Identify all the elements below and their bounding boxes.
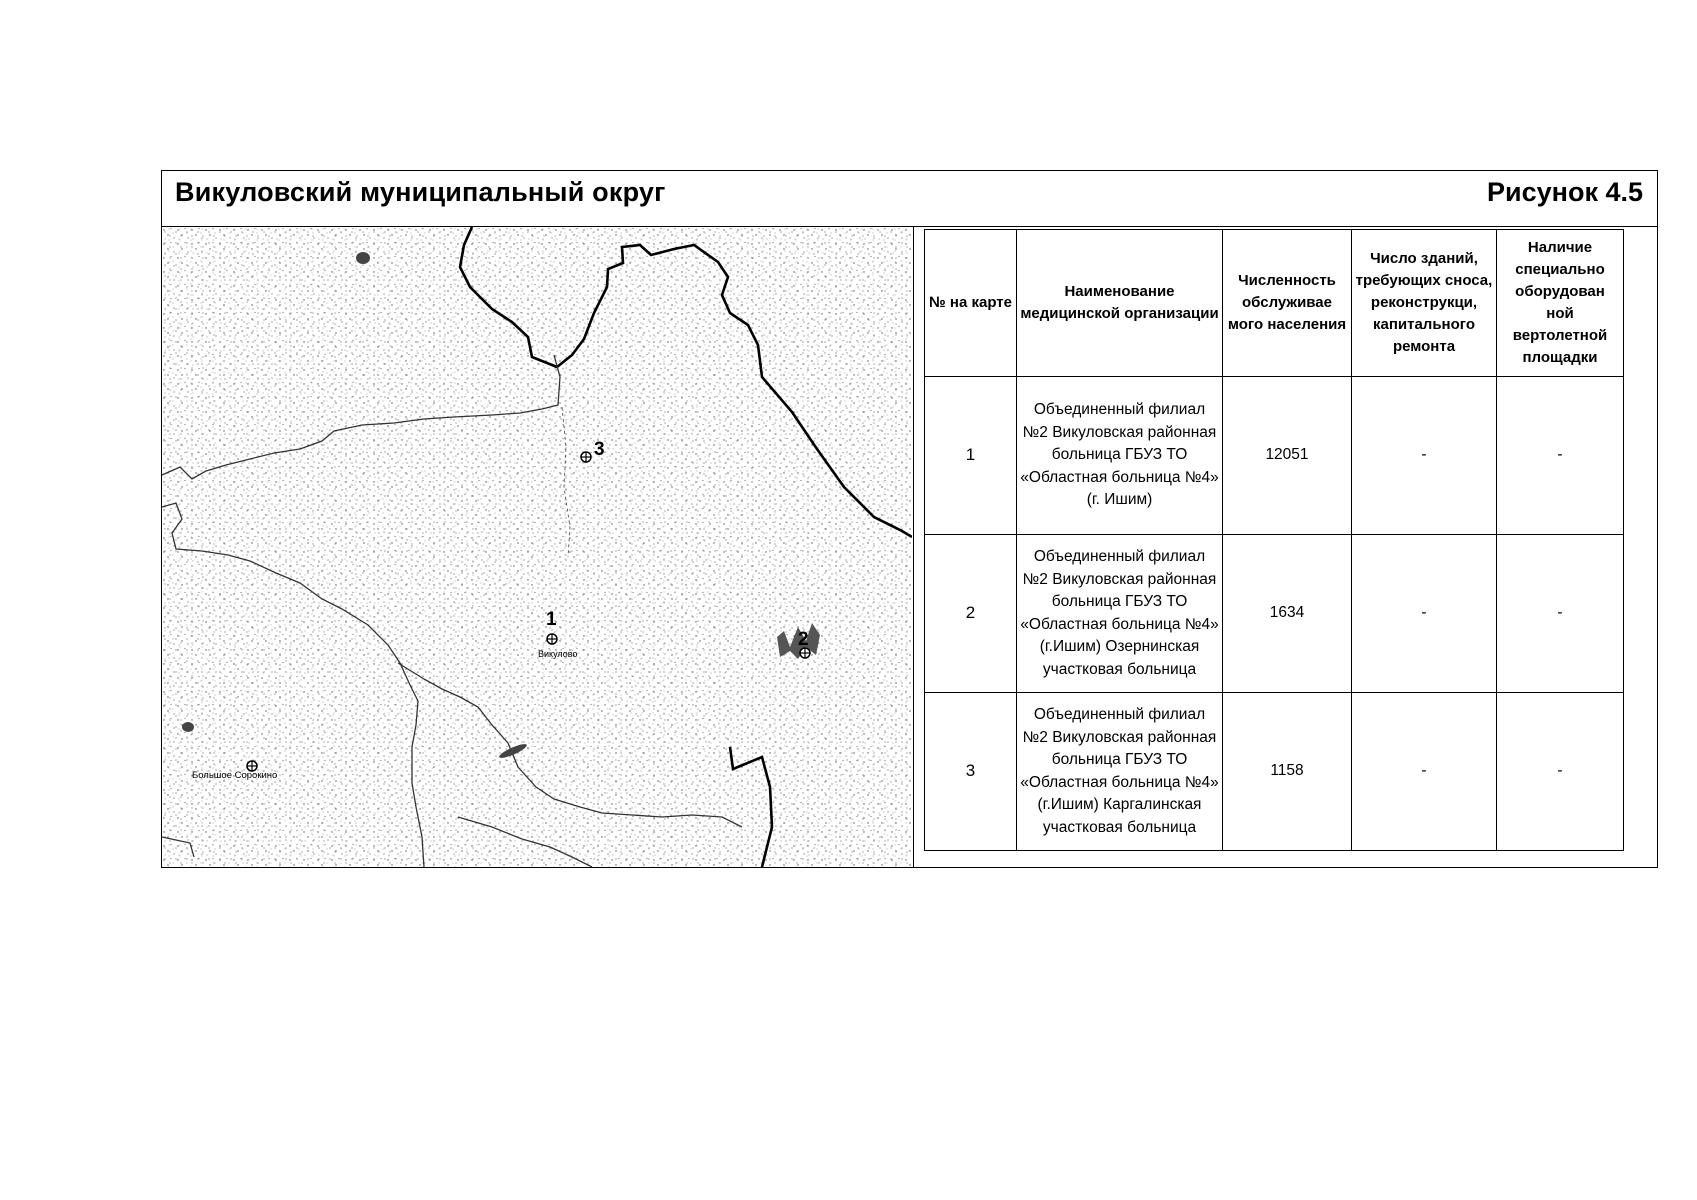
lake-1 bbox=[356, 252, 370, 264]
map-canvas[interactable] bbox=[162, 227, 912, 867]
cell-population: 1158 bbox=[1223, 693, 1352, 851]
place-bolshoe-sorokino: Большое Сорокино bbox=[192, 770, 278, 781]
cell-helipad: - bbox=[1497, 693, 1624, 851]
header-helipad: Наличие специально оборудован ной вертолетной площадки bbox=[1497, 230, 1624, 377]
marker-3-label: 3 bbox=[594, 439, 605, 460]
district-map[interactable] bbox=[162, 227, 914, 867]
cell-buildings: - bbox=[1352, 377, 1497, 535]
figure-frame bbox=[161, 170, 1658, 868]
marker-1-label: 1 bbox=[546, 609, 557, 630]
figure-number: Рисунок 4.5 bbox=[1487, 177, 1643, 207]
cell-map-number: 2 bbox=[925, 535, 1017, 693]
cell-organization: Объединенный филиал №2 Викуловская районная больница ГБУЗ ТО «Областная больница №4» (г.Ишим) Озернинская участковая больница bbox=[1017, 535, 1223, 693]
cell-buildings: - bbox=[1352, 693, 1497, 851]
cell-helipad: - bbox=[1497, 535, 1624, 693]
hospital-table-container bbox=[924, 229, 1624, 851]
cell-helipad: - bbox=[1497, 377, 1624, 535]
cell-organization: Объединенный филиал №2 Викуловская районная больница ГБУЗ ТО «Областная больница №4» (г.Ишим) Каргалинская участковая больница bbox=[1017, 693, 1223, 851]
header-buildings: Число зданий, требующих сноса, реконструкци, капитального ремонта bbox=[1352, 230, 1497, 377]
cell-population: 12051 bbox=[1223, 377, 1352, 535]
cell-population: 1634 bbox=[1223, 535, 1352, 693]
figure-header bbox=[162, 171, 1657, 227]
header-map-number: № на карте bbox=[925, 230, 1017, 377]
marker-2[interactable] bbox=[798, 629, 810, 658]
figure-title: Викуловский муниципальный округ bbox=[175, 177, 666, 207]
marker-1[interactable] bbox=[546, 609, 557, 644]
header-population: Численность обслуживае мого населения bbox=[1223, 230, 1352, 377]
cell-map-number: 1 bbox=[925, 377, 1017, 535]
table-row bbox=[925, 693, 1624, 851]
cell-organization: Объединенный филиал №2 Викуловская районная больница ГБУЗ ТО «Областная больница №4» (г. Ишим) bbox=[1017, 377, 1223, 535]
hospital-table bbox=[924, 229, 1624, 851]
header-organization: Наименование медицинской организации bbox=[1017, 230, 1223, 377]
cell-buildings: - bbox=[1352, 535, 1497, 693]
place-vikulovo: Викулово bbox=[538, 649, 578, 659]
table-row bbox=[925, 377, 1624, 535]
cell-map-number: 3 bbox=[925, 693, 1017, 851]
lake-2 bbox=[182, 722, 194, 732]
marker-2-label: 2 bbox=[798, 629, 809, 650]
table-header-row bbox=[925, 230, 1624, 377]
table-row bbox=[925, 535, 1624, 693]
